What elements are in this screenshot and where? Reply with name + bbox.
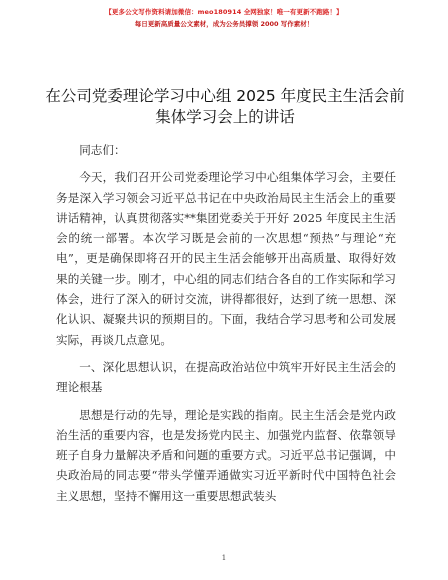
salutation: 同志们：: [79, 143, 126, 157]
page-number: 1: [221, 554, 227, 562]
body-paragraph: 思想是行动的先导，理论是实践的指南。民主生活会是党内政治生活的重要内容，也是发扬党内民主、加强党内监督、依靠领导班子自身力量解决矛盾和问题的重要方式。习近平总书记强调，中央政治局的同志要“带头学懂弄通做实习近平新时代中国特色社会主义思想，坚持不懈用这一重要思想武装头: [56, 407, 396, 503]
section-heading: 一、深化思想认识，在提高政治站位中筑牢开好民主生活会的理论根基: [56, 359, 396, 395]
banner-subtitle-line: 每日更新高质量公文素材，成为公务员撑领 2000 写作素材！: [134, 20, 314, 28]
document-body: [56, 140, 396, 506]
opening-paragraph: 今天，我们召开公司党委理论学习中心组集体学习会，主要任务是深入学习领会习近平总书记在中央政治局民主生活会上的重要讲话精神，认真贯彻落实**集团党委关于开好 2025 年度民主生活会的统一部署。本次学习既是会前的一次思想“预热”与理论“充电”，更是确保即将召开的民主生活会能够开出高质量、取得好效果的关键一步。刚才，中心组的同志们结合各自的工作实际和学习体会，进行了深入的研讨交流，讲得都很好，达到了统一思想、深化认识、凝聚共识的预期目的。下面，我结合学习思考和公司发展实际，再谈几点意见。: [56, 170, 396, 347]
header-banner: [0, 6, 448, 30]
banner-promo-line: 【更多公文写作资料请加微信：meo180914 全网独家！唯一有更新不跑路！】: [105, 8, 343, 16]
document-title: 在公司党委理论学习中心组 2025 年度民主生活会前集体学习会上的讲话: [45, 87, 405, 126]
